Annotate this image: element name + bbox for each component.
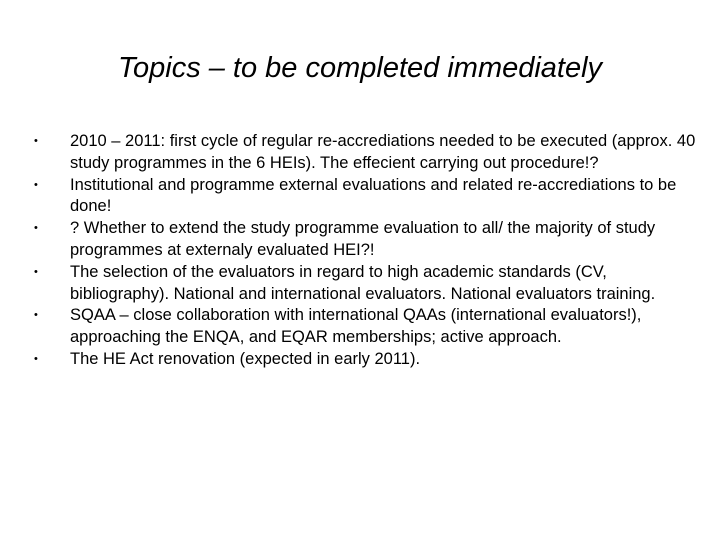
bullet-text: The HE Act renovation (expected in early 2011). <box>70 349 421 368</box>
bullet-item <box>0 349 700 371</box>
bullet-text: ? Whether to extend the study programme evaluation to all/ the majority of study programmes at externaly evaluated HEI?! <box>70 219 656 259</box>
bullet-icon: • <box>34 222 38 235</box>
bullet-text: The selection of the evaluators in regard to high academic standards (CV, bibliography). National and international evaluators. National evaluators training. <box>70 262 656 303</box>
bullet-icon: • <box>34 178 38 191</box>
bullet-item <box>0 262 700 306</box>
bullet-list <box>0 131 700 371</box>
bullet-item <box>0 218 700 262</box>
bullet-icon: • <box>34 135 38 147</box>
bullet-icon: • <box>34 265 38 278</box>
bullet-item <box>0 175 700 219</box>
bullet-item <box>0 305 700 349</box>
bullet-item <box>0 131 700 175</box>
bullet-icon: • <box>34 352 38 365</box>
bullet-icon: • <box>34 309 38 322</box>
bullet-text: SQAA – close collaboration with international QAAs (international evaluators!), approaching the ENQA, and EQAR memberships; active approach. <box>70 306 642 347</box>
slide-title: Topics – to be completed immediately <box>117 52 603 84</box>
bullet-text: 2010 – 2011: first cycle of regular re-accrediations needed to be executed (approx. 40 study programmes in the 6 HEIs). The effecient carrying out procedure!? <box>70 132 696 172</box>
bullet-text: Institutional and programme external evaluations and related re-accrediations to be done! <box>70 175 677 216</box>
